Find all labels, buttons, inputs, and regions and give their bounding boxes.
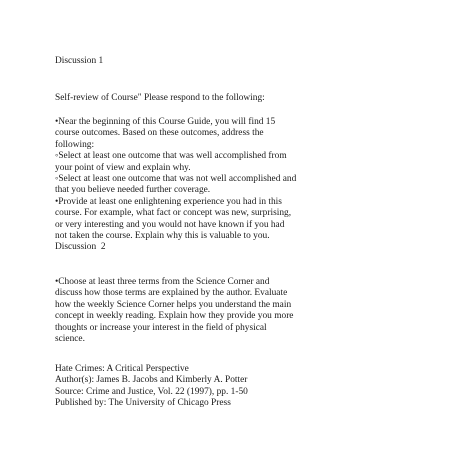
- reference-block: [55, 364, 405, 410]
- reference-source: Source: Crime and Justice, Vol. 22 (1997), pp. 1-50: [55, 386, 248, 397]
- discussion-2-body: •Choose at least three terms from the Science Corner and discuss how those terms are explained by the author. Evaluate how the weekly Science Corner helps you understand the main concept in weekly reading. Explain how they provide you more thoughts or increase your interest in the field of physical science.: [55, 277, 294, 345]
- reference-authors: Author(s): James B. Jacobs and Kimberly A. Potter: [55, 375, 248, 386]
- reference-title: Hate Crimes: A Critical Perspective: [55, 364, 189, 374]
- discussion-2-heading: Discussion 2: [55, 242, 106, 252]
- discussion-1-heading: Discussion 1: [55, 56, 104, 66]
- discussion-1-intro: Self-review of Course" Please respond to the following:: [55, 93, 265, 103]
- discussion-1-body: •Near the beginning of this Course Guide, you will find 15 course outcomes. Based on these outcomes, address the following: ◦Select at least one outcome that was well accomplished from your point of view and explain why. ◦Select at least one outcome that was not well accomplished and that you believe needed further coverage. •Provide at least one enlightening experience you had in this course. For example, what fact or concept was new, surprising, or very interesting and you would not have known if you had not taken the course. Explain why this is valuable to you.: [55, 117, 297, 242]
- reference-publisher: Published by: The University of Chicago Press: [55, 398, 231, 409]
